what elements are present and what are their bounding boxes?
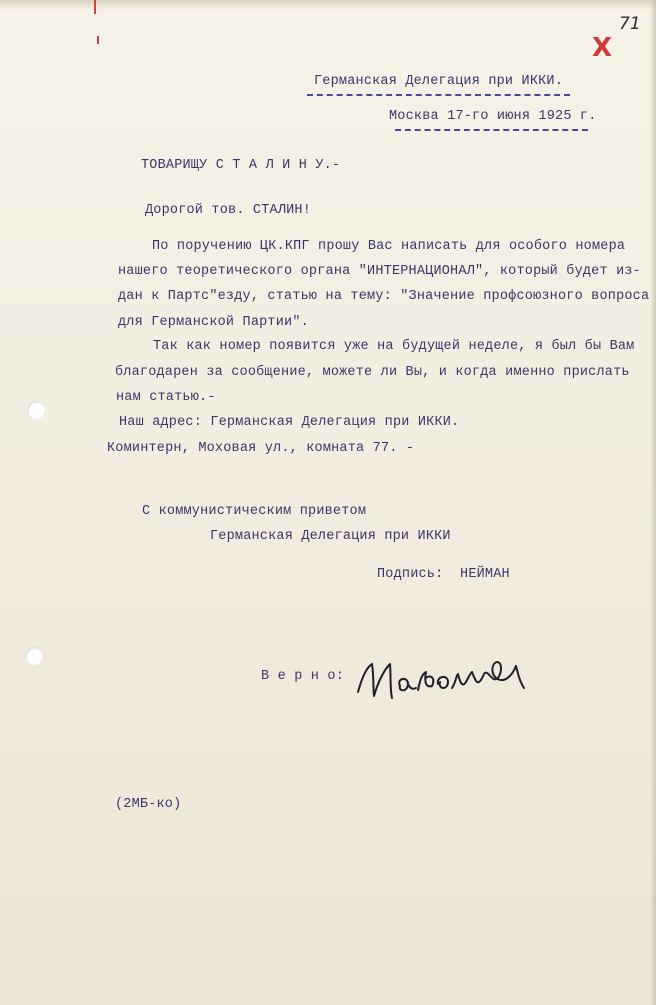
address-line: Наш адрес: Германская Делегация при ИККИ. [119, 415, 460, 430]
signed-by: Подпись: НЕЙМАН [377, 567, 510, 582]
body-line: для Германской Партии". [118, 315, 309, 330]
salutation: Дорогой тов. СТАЛИН! [145, 203, 312, 218]
body-line: благодарен за сообщение, можете ли Вы, и когда именно прислать [115, 365, 630, 380]
handwritten-signature [352, 648, 537, 708]
footer-code: (2МБ-ко) [115, 797, 182, 812]
header-org: Германская Делегация при ИККИ. [314, 74, 564, 89]
page-number: 71 [619, 14, 641, 34]
body-line: нашего теоретического органа "ИНТЕРНАЦИОНАЛ", который будет из- [118, 264, 641, 279]
closing-org: Германская Делегация при ИККИ [210, 529, 451, 544]
body-line: нам статью.- [116, 390, 216, 405]
address-line: Коминтерн, Моховая ул., комната 77. - [107, 441, 415, 456]
red-mark-top-2 [97, 36, 99, 44]
header-place-date: Москва 17-го июня 1925 г. [389, 109, 597, 124]
page-edge-shadow-right [650, 0, 656, 1005]
corner-mark: X [592, 33, 613, 63]
red-mark-top [94, 0, 96, 14]
body-line: Так как номер появится уже на будущей неделе, я был бы Вам [153, 339, 635, 354]
body-line: По поручению ЦК.КПГ прошу Вас написать для особого номера [152, 239, 626, 254]
certified-label: В е р н о: [261, 669, 345, 684]
punch-hole-bottom [25, 647, 43, 665]
closing-greeting: С коммунистическим приветом [142, 504, 367, 519]
addressee: ТОВАРИЩУ С Т А Л И Н У.- [141, 158, 341, 173]
punch-hole-top [27, 401, 45, 419]
body-line: дан к Партс"езду, статью на тему: "Значение профсоюзного вопроса [118, 289, 650, 304]
header-date-underline [395, 129, 588, 131]
header-org-underline [307, 94, 570, 96]
page-edge-shadow [0, 0, 656, 10]
